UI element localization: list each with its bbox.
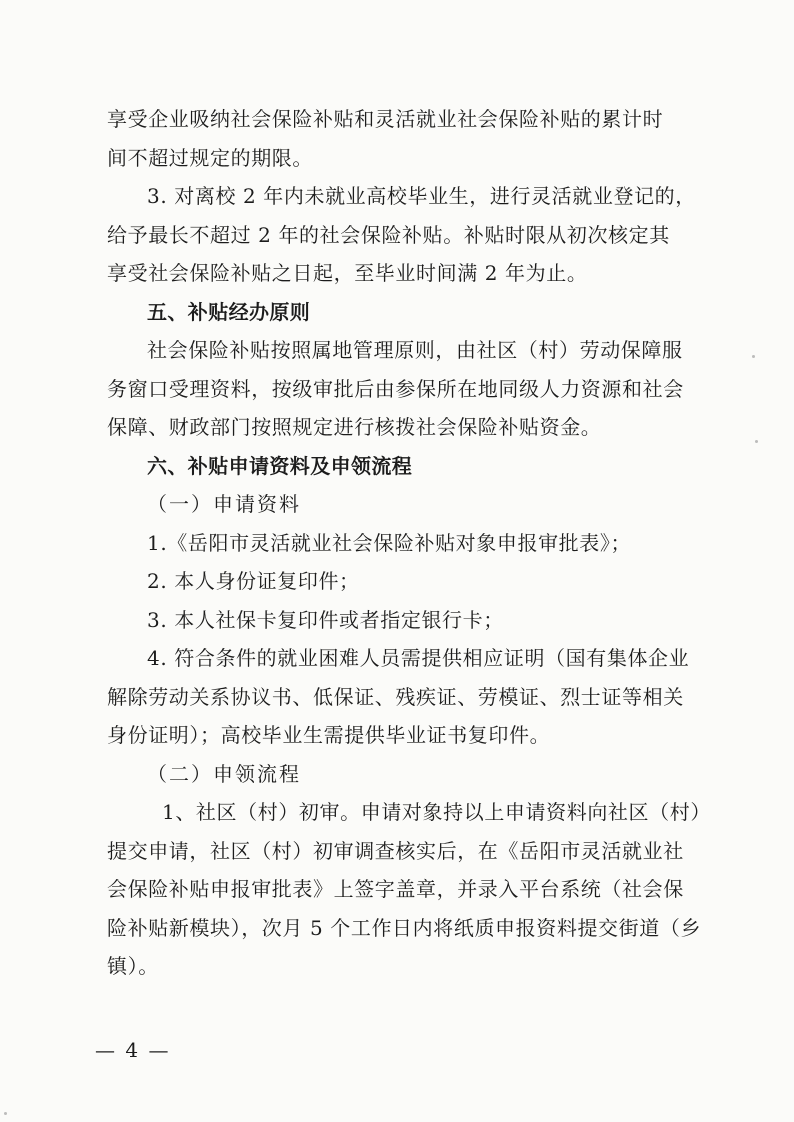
page-number: — 4 — xyxy=(95,1038,171,1062)
section-heading-5: 五、补贴经办原则 xyxy=(147,299,311,324)
text-line: 务窗口受理资料，按级审批后由参保所在地同级人力资源和社会 xyxy=(107,376,684,401)
text-line: 社会保险补贴按照属地管理原则，由社区（村）劳动保障服 xyxy=(147,338,683,362)
text-line: 身份证明）；高校毕业生需提供毕业证书复印件。 xyxy=(107,723,551,747)
text-line: 1、社区（村）初审。申请对象持以上申请资料向社区（村） xyxy=(162,800,711,824)
section-heading-6: 六、补贴申请资料及申领流程 xyxy=(147,453,413,478)
text-line: 3. 对离校 2 年内未就业高校毕业生，进行灵活就业登记的， xyxy=(147,184,696,208)
subsection-heading-2: （二）申领流程 xyxy=(147,761,301,786)
text-line: 1.《岳阳市灵活就业社会保险补贴对象申报审批表》； xyxy=(147,530,632,555)
scan-artifact xyxy=(755,440,758,443)
text-line: 享受企业吸纳社会保险补贴和灵活就业社会保险补贴的累计时 xyxy=(107,107,664,131)
text-line: 提交申请，社区（村）初审调查核实后，在《岳阳市灵活就业社 xyxy=(107,838,684,863)
text-line: 3. 本人社保卡复印件或者指定银行卡； xyxy=(147,607,504,632)
scan-artifact xyxy=(4,1112,7,1115)
text-line: 险补贴新模块），次月 5 个工作日内将纸质申报资料提交街道（乡 xyxy=(107,915,702,940)
text-line: 享受社会保险补贴之日起，至毕业时间满 2 年为止。 xyxy=(107,261,588,285)
text-line: 镇）。 xyxy=(107,954,159,978)
text-line: 保障、财政部门按照规定进行核拨社会保险补贴资金。 xyxy=(107,415,602,439)
scan-artifact xyxy=(752,355,755,358)
text-line: 解除劳动关系协议书、低保证、残疾证、劳模证、烈士证等相关 xyxy=(107,684,684,709)
text-line: 2. 本人身份证复印件； xyxy=(147,569,360,593)
text-line: 间不超过规定的期限。 xyxy=(107,145,313,170)
text-line: 会保险补贴申报审批表》上签字盖章，并录入平台系统（社会保 xyxy=(107,877,684,901)
text-line: 4. 符合条件的就业困难人员需提供相应证明（国有集体企业 xyxy=(147,646,690,670)
document-body xyxy=(107,100,711,986)
text-line: 给予最长不超过 2 年的社会保险补贴。补贴时限从初次核定其 xyxy=(107,222,670,247)
subsection-heading-1: （一）申请资料 xyxy=(147,492,301,516)
